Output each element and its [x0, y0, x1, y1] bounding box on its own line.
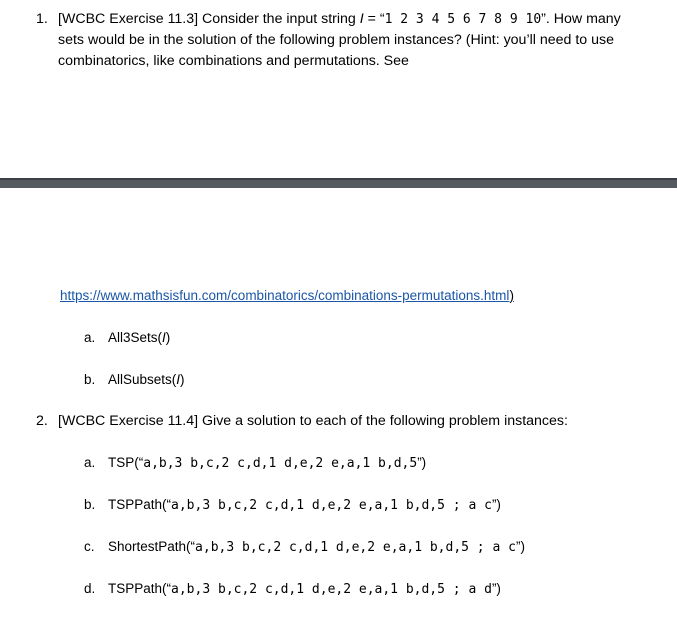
- question-1-prefix: [WCBC Exercise 11.3] Consider the input string: [58, 11, 360, 27]
- question-2-item-a: [84, 455, 426, 471]
- item-close: ”): [491, 581, 501, 596]
- item-function: TSP(“: [108, 455, 144, 470]
- item-close: ”): [515, 539, 525, 554]
- combinatorics-link[interactable]: [60, 288, 514, 303]
- item-args: a,b,3 b,c,2 c,d,1 d,e,2 e,a,1 b,d,5 ; a c: [195, 540, 516, 555]
- item-arg: I: [162, 330, 166, 345]
- item-close: ): [180, 372, 185, 387]
- item-close: ”): [491, 497, 501, 512]
- item-args: a,b,3 b,c,2 c,d,1 d,e,2 e,a,1 b,d,5 ; a c: [171, 498, 492, 513]
- input-string: 1 2 3 4 5 6 7 8 9 10: [384, 12, 542, 27]
- item-function: All3Sets(: [108, 330, 163, 345]
- question-1: [36, 9, 646, 72]
- item-letter: d.: [84, 581, 96, 596]
- question-1-item-b: [84, 372, 185, 387]
- question-2-item-d: [84, 581, 501, 597]
- question-2-item-b: [84, 497, 501, 513]
- question-1-item-a: [84, 330, 170, 345]
- item-arg: I: [176, 372, 181, 387]
- item-letter: c.: [84, 539, 95, 554]
- item-close: ): [165, 330, 171, 345]
- question-2-text: [WCBC Exercise 11.4] Give a solution to each of the following problem instances:: [58, 413, 568, 429]
- page-divider-bar: [0, 178, 677, 188]
- question-1-number: 1.: [36, 11, 48, 27]
- question-1-text: [58, 9, 646, 72]
- combinatorics-link-url[interactable]: https://www.mathsisfun.com/combinatorics/combinations-permutations.html: [60, 288, 510, 303]
- var-i: I: [359, 11, 364, 27]
- item-args: a,b,3 b,c,2 c,d,1 d,e,2 e,a,1 b,d,5: [143, 456, 418, 471]
- question-1-rest: ”. How many sets would be in the solution of the following problem instances? (Hint: you’ll need to use combinatorics, like combinations and permutations. See: [58, 11, 621, 69]
- question-2-number: 2.: [36, 413, 48, 429]
- equals: = “: [363, 11, 385, 27]
- item-letter: b.: [84, 372, 96, 387]
- item-function: TSPPath(“: [108, 581, 172, 596]
- item-letter: a.: [84, 330, 96, 345]
- item-letter: a.: [84, 455, 96, 470]
- item-function: TSPPath(“: [108, 497, 172, 512]
- link-close-paren: ): [509, 288, 514, 303]
- question-2-item-c: [84, 539, 525, 555]
- item-args: a,b,3 b,c,2 c,d,1 d,e,2 e,a,1 b,d,5 ; a d: [171, 582, 492, 597]
- question-2: [36, 413, 568, 429]
- item-function: AllSubsets(: [108, 372, 177, 387]
- item-letter: b.: [84, 497, 96, 512]
- item-function: ShortestPath(“: [108, 539, 196, 554]
- item-close: ”): [417, 455, 427, 470]
